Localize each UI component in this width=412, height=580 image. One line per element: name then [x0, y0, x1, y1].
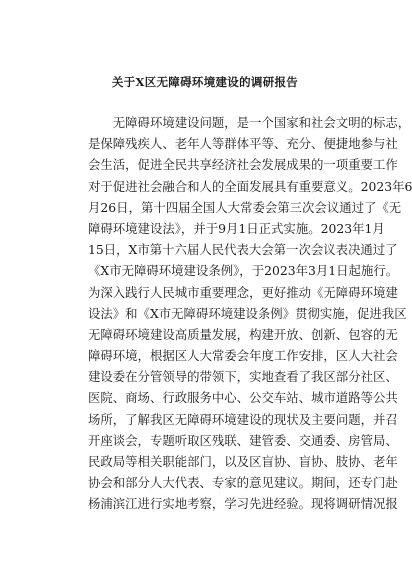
body-line: 对于促进社会融合和人的全面发展具有重要意义。2023年6 — [88, 178, 412, 194]
document-title: 关于X区无障碍环境建设的调研报告 — [111, 75, 299, 89]
body-line: 是保障残疾人、老年人等群体平等、充分、便捷地参与社 — [88, 136, 398, 152]
document-body — [88, 112, 412, 515]
body-line: 建设委在分管领导的带领下，实地查看了我区部分社区、 — [88, 369, 398, 385]
body-line: 开座谈会，专题听取区残联、建管委、交通委、房管局、 — [88, 432, 398, 448]
body-line: 杨浦滨江进行实地考察，学习先进经验。现将调研情况报 — [88, 496, 398, 512]
body-line: 月26日，第十四届全国人大常委会第三次会议通过了《无 — [88, 199, 402, 215]
body-line: 民政局等相关职能部门，以及区盲协、盲协、肢协、老年 — [88, 454, 398, 469]
body-line: 会生活，促进全民共享经济社会发展成果的一项重要工作 — [88, 157, 398, 173]
body-line: 障碍环境建设法》，并于9月1日正式实施。2023年1月 — [88, 220, 385, 236]
body-line: 无障碍环境建设问题，是一个国家和社会文明的标志， — [88, 115, 411, 130]
body-line: 障碍环境，根据区人大常委会年度工作安排，区人大社会 — [88, 348, 398, 364]
body-line: 协会和部分人大代表、专家的意见建议。期间，还专门赴 — [88, 475, 398, 491]
body-line: 无障碍环境建设高质量发展，构建开放、创新、包容的无 — [88, 326, 398, 342]
body-line: 为深入践行人民城市重要理念，更好推动《无障碍环境建 — [88, 284, 398, 300]
body-line: 场所，了解我区无障碍环境建设的现状及主要问题，并召 — [88, 411, 398, 427]
body-line: 《X市无障碍环境建设条例》，于2023年3月1日起施行。 — [88, 263, 399, 279]
body-line: 15日，X市第十六届人民代表大会第一次会议表决通过了 — [88, 242, 398, 258]
body-line: 医院、商场、行政服务中心、公交车站、城市道路等公共 — [88, 390, 398, 406]
body-line: 设法》和《X市无障碍环境建设条例》贯彻实施，促进我区 — [88, 305, 407, 321]
